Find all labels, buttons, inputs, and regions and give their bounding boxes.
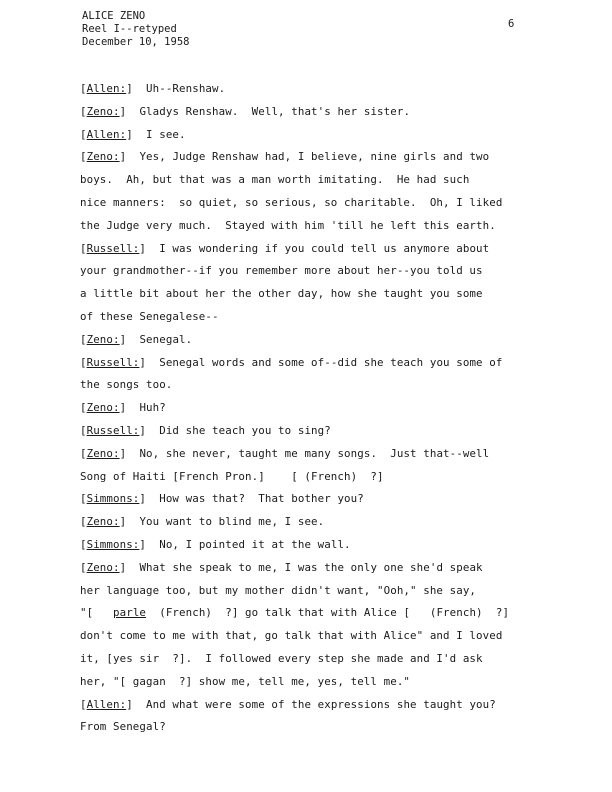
line-text: How was that? That bother you? bbox=[159, 492, 364, 506]
transcript-line: [Allen:] Uh--Renshaw. bbox=[80, 82, 226, 95]
transcript-line bbox=[80, 466, 550, 489]
line-text: her language too, but my mother didn't want, "Ooh," she say, bbox=[80, 583, 477, 597]
line-text: From Senegal? bbox=[80, 720, 166, 734]
transcript-body bbox=[80, 78, 550, 739]
speaker-label: Zeno: bbox=[86, 560, 120, 574]
document-header bbox=[82, 10, 189, 49]
transcript-line bbox=[80, 169, 550, 192]
transcript-line bbox=[80, 215, 550, 238]
transcript-line: [Allen:] And what were some of the expressions she taught you? bbox=[80, 697, 496, 711]
speaker-label: Zeno: bbox=[86, 150, 120, 164]
line-text: of these Senegalese-- bbox=[80, 309, 219, 323]
line-text: a little bit about her the other day, how she taught you some bbox=[80, 287, 483, 301]
line-text: Did she teach you to sing? bbox=[159, 423, 331, 437]
line-text: don't come to me with that, go talk that with Alice" and I loved bbox=[80, 629, 503, 643]
line-text: What she speak to me, I was the only one she'd speak bbox=[139, 560, 483, 574]
transcript-line bbox=[80, 602, 550, 625]
transcript-line bbox=[80, 716, 550, 739]
speaker-label: Allen: bbox=[86, 697, 127, 711]
transcript-line bbox=[80, 260, 550, 283]
line-text: No, she never, taught me many songs. Just that--well bbox=[139, 446, 490, 460]
underlined-word: parle bbox=[113, 606, 147, 620]
header-date: December 10, 1958 bbox=[82, 36, 190, 48]
speaker-label: Zeno: bbox=[86, 332, 120, 346]
line-text: You want to blind me, I see. bbox=[139, 515, 325, 529]
page-number: 6 bbox=[508, 18, 515, 30]
transcript-line: [Simmons:] No, I pointed it at the wall. bbox=[80, 537, 351, 551]
line-text: your grandmother--if you remember more about her--you told us bbox=[80, 264, 483, 278]
line-text: Song of Haiti [French Pron.] [ (French) ?] bbox=[80, 469, 384, 483]
line-text: No, I pointed it at the wall. bbox=[159, 537, 351, 551]
speaker-label: Zeno: bbox=[86, 446, 120, 460]
line-text: her, "[ gagan ?] show me, tell me, yes, tell me." bbox=[80, 674, 411, 688]
speaker-label: Zeno: bbox=[86, 515, 120, 529]
line-text: Senegal words and some of--did she teach you some of bbox=[159, 355, 503, 369]
speaker-label: Zeno: bbox=[86, 104, 120, 118]
speaker-label: Allen: bbox=[86, 82, 127, 95]
transcript-line: [Zeno:] Huh? bbox=[80, 401, 166, 415]
speaker-label: Zeno: bbox=[86, 401, 120, 415]
line-text: Gladys Renshaw. Well, that's her sister. bbox=[139, 104, 411, 118]
transcript-line: [Russell:] I was wondering if you could tell us anymore about bbox=[80, 241, 490, 255]
line-text: Huh? bbox=[139, 401, 166, 415]
transcript-line bbox=[80, 580, 550, 603]
line-text: And what were some of the expressions she taught you? bbox=[146, 697, 496, 711]
line-text: the songs too. bbox=[80, 378, 173, 392]
transcript-line bbox=[80, 648, 550, 671]
transcript-line bbox=[80, 306, 550, 329]
line-text: nice manners: so quiet, so serious, so charitable. Oh, I liked bbox=[80, 195, 503, 209]
transcript-line: [Russell:] Did she teach you to sing? bbox=[80, 423, 331, 437]
transcript-line: [Allen:] I see. bbox=[80, 127, 186, 141]
transcript-line bbox=[80, 283, 550, 306]
transcript-line bbox=[80, 671, 550, 694]
transcript-line: [Russell:] Senegal words and some of--did she teach you some of bbox=[80, 355, 503, 369]
speaker-label: Russell: bbox=[86, 241, 140, 255]
speaker-label: Allen: bbox=[86, 127, 127, 141]
speaker-label: Simmons: bbox=[86, 537, 140, 551]
speaker-label: Simmons: bbox=[86, 492, 140, 506]
transcript-line: [Zeno:] Yes, Judge Renshaw had, I believe, nine girls and two bbox=[80, 150, 490, 164]
line-text-pre: "[ bbox=[80, 606, 114, 620]
line-text: boys. Ah, but that was a man worth imitating. He had such bbox=[80, 173, 470, 187]
line-text: Senegal. bbox=[139, 332, 193, 346]
line-text: I see. bbox=[146, 127, 186, 141]
transcript-line: [Simmons:] How was that? That bother you? bbox=[80, 492, 364, 506]
speaker-label: Russell: bbox=[86, 423, 140, 437]
line-text: I was wondering if you could tell us anymore about bbox=[159, 241, 490, 255]
transcript-line bbox=[80, 374, 550, 397]
transcript-line bbox=[80, 625, 550, 648]
transcript-line bbox=[80, 192, 550, 215]
transcript-line: [Zeno:] Gladys Renshaw. Well, that's her sister. bbox=[80, 104, 411, 118]
transcript-line: [Zeno:] You want to blind me, I see. bbox=[80, 515, 325, 529]
header-name: ALICE ZENO bbox=[82, 10, 146, 22]
transcript-line: [Zeno:] No, she never, taught me many songs. Just that--well bbox=[80, 446, 490, 460]
line-text-post: (French) ?] go talk that with Alice [ (French) ?] bbox=[146, 606, 510, 620]
header-reel: Reel I--retyped bbox=[82, 23, 177, 35]
line-text: Uh--Renshaw. bbox=[146, 82, 226, 95]
speaker-label: Russell: bbox=[86, 355, 140, 369]
line-text: it, [yes sir ?]. I followed every step she made and I'd ask bbox=[80, 651, 483, 665]
transcript-line: [Zeno:] Senegal. bbox=[80, 332, 193, 346]
line-text: Yes, Judge Renshaw had, I believe, nine girls and two bbox=[139, 150, 490, 164]
transcript-line: [Zeno:] What she speak to me, I was the only one she'd speak bbox=[80, 560, 483, 574]
line-text: the Judge very much. Stayed with him 'till he left this earth. bbox=[80, 218, 496, 232]
